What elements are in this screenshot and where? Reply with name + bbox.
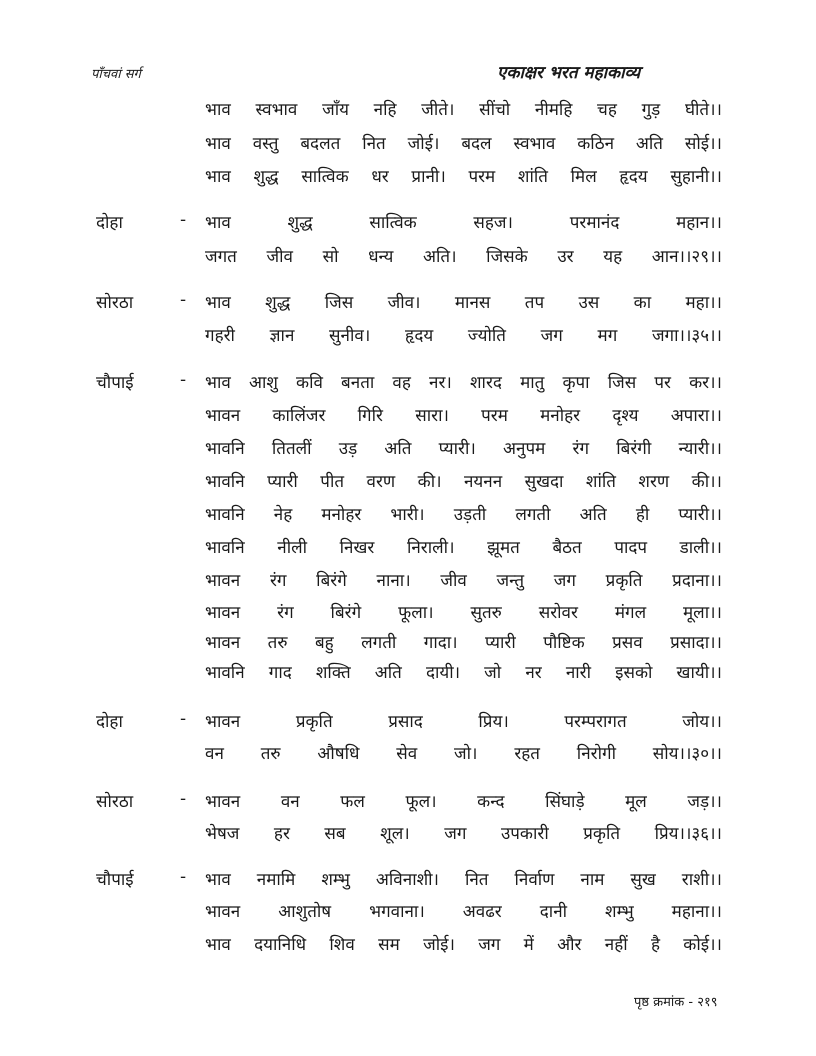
verse-line: भाव नमामि शम्भु अविनाशी। नित निर्वाण नाम सुख राशी।। <box>205 870 722 890</box>
verse-line: भावनि गाद शक्ति अति दायी। जो नर नारी इसको खायी।। <box>205 663 722 683</box>
stanza-label-chaupai: चौपाई <box>96 373 134 393</box>
intro-line: भाव वस्तु बदलत नित जोई। बदल स्वभाव कठिन अति सोई।। <box>205 134 722 154</box>
page-number: पृष्ठ क्रमांक - २१९ <box>634 995 718 1010</box>
header-chapter: पाँचवां सर्ग <box>91 67 141 82</box>
verse-line: भावनि प्यारी पीत वरण की। नयनन सुखदा शांति शरण की।। <box>205 472 722 492</box>
stanza-label-doha: दोहा <box>96 213 123 233</box>
verse-line: भाव शुद्ध जिस जीव। मानस तप उस का महा।। <box>205 293 722 313</box>
intro-line: भाव शुद्ध सात्विक धर प्रानी। परम शांति मिल हृदय सुहानी।। <box>205 167 722 187</box>
verse-line: भावन प्रकृति प्रसाद प्रिय। परम्परागत जोय।। <box>205 712 722 732</box>
verse-line: भावनि नीली निखर निराली। झूमत बैठत पादप डाली।। <box>205 538 722 558</box>
stanza-label-sortha: सोरठा <box>96 293 134 313</box>
verse-line: वन तरु औषधि सेव जो। रहत निरोगी सोय।।३०।। <box>205 744 722 764</box>
stanza-label-chaupai: चौपाई <box>96 870 134 890</box>
verse-line: भेषज हर सब शूल। जग उपकारी प्रकृति प्रिय।।३६।। <box>205 824 722 844</box>
stanza-dash: - <box>180 789 187 809</box>
verse-line: भावनि नेह मनोहर भारी। उड़ती लगती अति ही प्यारी।। <box>205 505 722 525</box>
verse-line: भावन आशुतोष भगवाना। अवढर दानी शम्भु महाना।। <box>205 902 722 922</box>
stanza-dash: - <box>180 867 187 887</box>
header-book-title: एकाक्षर भरत महाकाव्य <box>497 63 641 83</box>
verse-line: जगत जीव सो धन्य अति। जिसके उर यह आन।।२९।। <box>205 247 722 267</box>
verse-line: भावन वन फल फूल। कन्द सिंघाड़े मूल जड़।। <box>205 792 722 812</box>
stanza-dash: - <box>180 709 187 729</box>
verse-line: भावन कालिंजर गिरि सारा। परम मनोहर दृश्य अपारा।। <box>205 406 722 426</box>
intro-line: भाव स्वभाव जाँय नहि जीते। सींचो नीमहि चह गुड़ घीते।। <box>205 100 722 120</box>
stanza-label-doha: दोहा <box>96 712 123 732</box>
stanza-label-sortha: सोरठा <box>96 792 134 812</box>
stanza-dash: - <box>180 210 187 230</box>
stanza-dash: - <box>180 370 187 390</box>
verse-line: भावन रंग बिरंगे नाना। जीव जन्तु जग प्रकृति प्रदाना।। <box>205 571 722 591</box>
verse-line: भावनि तितलीं उड़ अति प्यारी। अनुपम रंग बिरंगी न्यारी।। <box>205 439 722 459</box>
verse-line: भाव आशु कवि बनता वह नर। शारद मातु कृपा जिस पर कर।। <box>205 373 722 393</box>
verse-line: भावन रंग बिरंगे फूला। सुतरु सरोवर मंगल मूला।। <box>205 603 722 623</box>
verse-line: भावन तरु बहु लगती गादा। प्यारी पौष्टिक प्रसव प्रसादा।। <box>205 633 722 653</box>
verse-line: भाव दयानिधि शिव सम जोई। जग में और नहीं है कोई।। <box>205 935 722 955</box>
stanza-dash: - <box>180 290 187 310</box>
verse-line: भाव शुद्ध सात्विक सहज। परमानंद महान।। <box>205 213 722 233</box>
verse-line: गहरी ज्ञान सुनीव। हृदय ज्योति जग मग जगा।।३५।। <box>205 326 722 346</box>
